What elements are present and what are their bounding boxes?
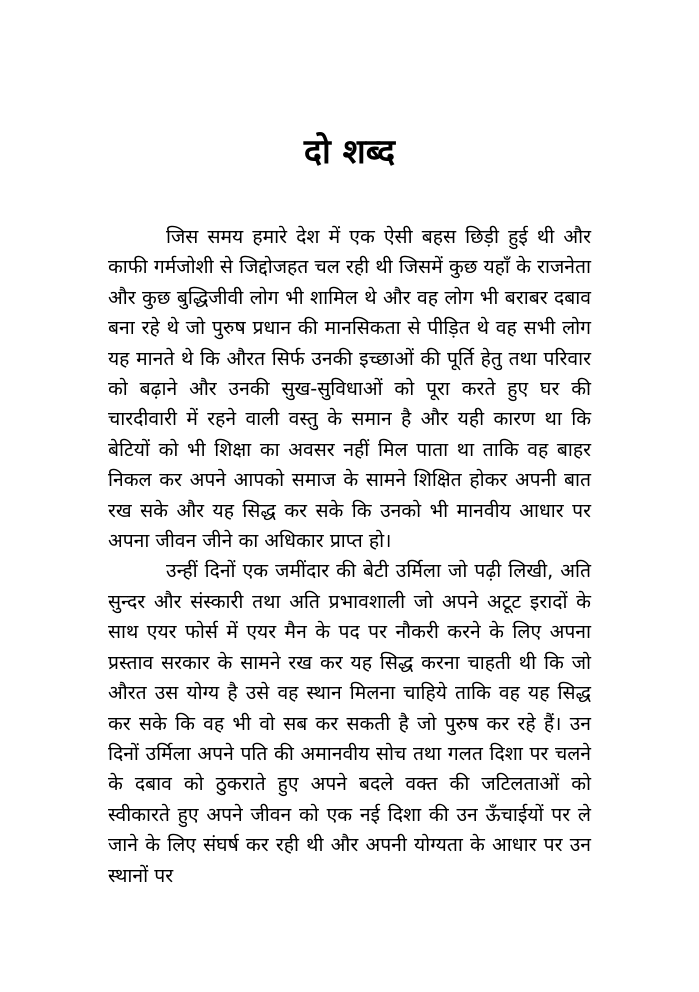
paragraph-2: उन्हीं दिनों एक जमींदार की बेटी उर्मिला जो पढ़ी लिखी, अति सुन्दर और संस्कारी तथा अति प्रभावशाली जो अपने अटूट इरादों के साथ एयर फोर्स में एयर मैन के पद पर नौकरी करने के लिए अपना प्रस्ताव सरकार के सामने रख कर यह सिद्ध करना चाहती थी कि जो औरत उस योग्य है उसे वह स्थान मिलना चाहिये ताकि वह यह सिद्ध कर सके कि वह भी वो सब कर सकती है जो पुरुष कर रहे हैं। उन दिनों उर्मिला अपने पति की अमानवीय सोच तथा गलत दिशा पर चलने के दबाव को ठुकराते हुए अपने बदले वक्त की जटिलताओं को स्वीकारते हुए अपने जीवन को एक नई दिशा की उन ऊँचाईयों पर ले जाने के लिए संघर्ष कर रही थी और अपनी योग्यता के आधार पर उन स्थानों पर — [108, 559, 591, 887]
body-text — [108, 222, 591, 891]
paragraph-1: जिस समय हमारे देश में एक ऐसी बहस छिड़ी हुई थी और काफी गर्मजोशी से जिद्दोजहत चल रही थी जिसमें कुछ यहाँ के राजनेता और कुछ बुद्धिजीवी लोग भी शामिल थे और वह लोग भी बराबर दबाव बना रहे थे जो पुरुष प्रधान की मानसिकता से पीड़ित थे वह सभी लोग यह मानते थे कि औरत सिर्फ उनकी इच्छाओं की पूर्ति हेतु तथा परिवार को बढ़ाने और उनकी सुख-सुविधाओं को पूरा करते हुए घर की चारदीवारी में रहने वाली वस्तु के समान है और यही कारण था कि बेटियों को भी शिक्षा का अवसर नहीं मिल पाता था ताकि वह बाहर निकल कर अपने आपको समाज के सामने शिक्षित होकर अपनी बात रख सके और यह सिद्ध कर सके कि उनको भी मानवीय आधार पर अपना जीवन जीने का अधिकार प्राप्त हो। — [108, 225, 591, 553]
page-title: दो शब्द — [303, 132, 396, 172]
